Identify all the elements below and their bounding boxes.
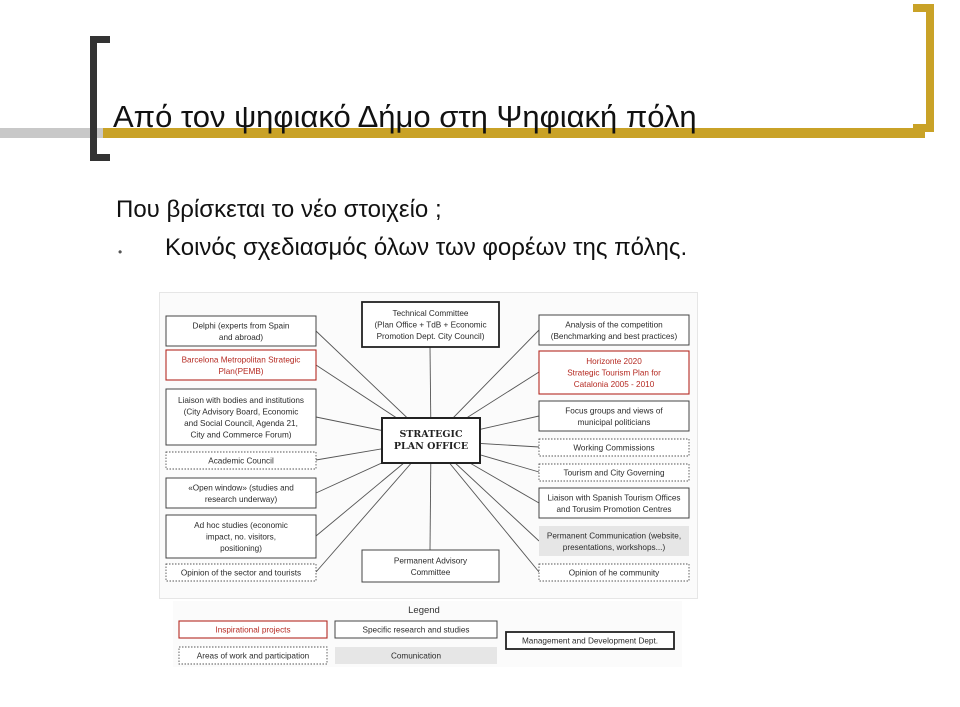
svg-text:and Social Council, Agenda 21,: and Social Council, Agenda 21, xyxy=(184,418,298,428)
svg-text:Specific research and studies: Specific research and studies xyxy=(362,625,470,635)
svg-text:Tourism and City Governing: Tourism and City Governing xyxy=(563,468,665,478)
node-horizonte xyxy=(539,351,689,394)
node-working xyxy=(539,439,689,456)
svg-text:Academic Council: Academic Council xyxy=(208,456,274,466)
svg-text:Barcelona Metropolitan Strateg: Barcelona Metropolitan Strategic xyxy=(181,355,301,365)
svg-text:Liaison with Spanish Tourism O: Liaison with Spanish Tourism Offices xyxy=(547,493,681,503)
svg-text:Promotion Dept. City Council): Promotion Dept. City Council) xyxy=(376,332,485,341)
svg-text:Committee: Committee xyxy=(410,567,451,577)
node-focus xyxy=(539,401,689,431)
node-tourism-city xyxy=(539,464,689,481)
slide-subtitle: Που βρίσκεται το νέο στοιχείο ; xyxy=(116,196,442,223)
svg-text:Permanent Communication (websi: Permanent Communication (website, xyxy=(546,531,682,541)
bullet-marker: • xyxy=(118,245,123,259)
svg-text:Management and Development Dep: Management and Development Dept. xyxy=(521,636,659,646)
node-delphi xyxy=(166,316,316,346)
node-strategic-plan-office xyxy=(382,418,480,463)
svg-text:Permanent Advisory: Permanent Advisory xyxy=(393,556,468,566)
svg-text:Technical Committee: Technical Committee xyxy=(392,309,469,318)
legend-specific xyxy=(335,621,497,638)
svg-text:Areas of work and participatio: Areas of work and participation xyxy=(196,651,310,661)
svg-text:Ad hoc studies (economic: Ad hoc studies (economic xyxy=(194,521,288,530)
node-analysis xyxy=(539,315,689,345)
svg-text:STRATEGIC: STRATEGIC xyxy=(399,429,463,440)
svg-text:municipal politicians: municipal politicians xyxy=(577,417,651,427)
node-permanent-comm xyxy=(539,526,689,556)
legend-title: Legend xyxy=(408,605,440,616)
svg-text:(City Advisory Board, Economic: (City Advisory Board, Economic xyxy=(183,407,299,417)
svg-text:research underway): research underway) xyxy=(204,494,278,504)
bullet-text: Κοινός σχεδιασμός όλων των φορέων της πόλης. xyxy=(165,234,688,261)
svg-text:Delphi (experts from Spain: Delphi (experts from Spain xyxy=(192,321,290,331)
svg-text:Catalonia 2005 - 2010: Catalonia 2005 - 2010 xyxy=(573,380,655,389)
svg-text:Opinion of the sector and tour: Opinion of the sector and tourists xyxy=(180,568,302,578)
svg-text:(Benchmarking and best practic: (Benchmarking and best practices) xyxy=(550,331,678,341)
svg-text:Focus groups and views of: Focus groups and views of xyxy=(565,406,663,416)
svg-text:and abroad): and abroad) xyxy=(218,332,264,342)
svg-text:and Torusim Promotion Centres: and Torusim Promotion Centres xyxy=(556,504,672,514)
legend-areas xyxy=(179,647,327,664)
node-academic xyxy=(166,452,316,469)
svg-text:impact, no. visitors,: impact, no. visitors, xyxy=(205,532,277,542)
node-technical xyxy=(362,302,499,347)
svg-text:Plan(PEMB): Plan(PEMB) xyxy=(218,366,264,376)
svg-text:(Plan Office + TdB + Economic: (Plan Office + TdB + Economic xyxy=(374,320,487,330)
svg-text:«Open window» (studies and: «Open window» (studies and xyxy=(188,483,294,493)
legend-management xyxy=(506,632,674,649)
svg-text:Strategic Tourism Plan for: Strategic Tourism Plan for xyxy=(567,368,661,378)
legend-communication xyxy=(335,647,497,664)
svg-text:presentations, workshops...): presentations, workshops...) xyxy=(562,542,666,552)
node-open-window xyxy=(166,478,316,508)
legend-inspirational xyxy=(179,621,327,638)
node-liaison-bodies xyxy=(166,389,316,445)
node-liaison-spanish xyxy=(539,488,689,518)
svg-text:Comunication: Comunication xyxy=(390,651,442,661)
node-adhoc xyxy=(166,515,316,558)
node-permanent-advisory xyxy=(362,550,499,582)
svg-text:Opinion of he community: Opinion of he community xyxy=(568,568,660,578)
node-opinion-community xyxy=(539,564,689,581)
svg-text:Analysis of the competition: Analysis of the competition xyxy=(565,320,663,330)
svg-text:City and Commerce Forum): City and Commerce Forum) xyxy=(190,430,292,440)
svg-text:Horizonte 2020: Horizonte 2020 xyxy=(586,357,642,366)
svg-text:positioning): positioning) xyxy=(220,544,262,553)
slide-title: Από τον ψηφιακό Δήμο στη Ψηφιακή πόλη xyxy=(113,99,697,134)
svg-text:Working Commissions: Working Commissions xyxy=(573,443,655,453)
node-opinion-sector xyxy=(166,564,316,581)
node-pemb xyxy=(166,350,316,380)
svg-text:PLAN OFFICE: PLAN OFFICE xyxy=(393,441,469,452)
svg-text:Liaison with bodies and instit: Liaison with bodies and institutions xyxy=(177,395,305,405)
svg-text:Inspirational projects: Inspirational projects xyxy=(215,625,291,635)
